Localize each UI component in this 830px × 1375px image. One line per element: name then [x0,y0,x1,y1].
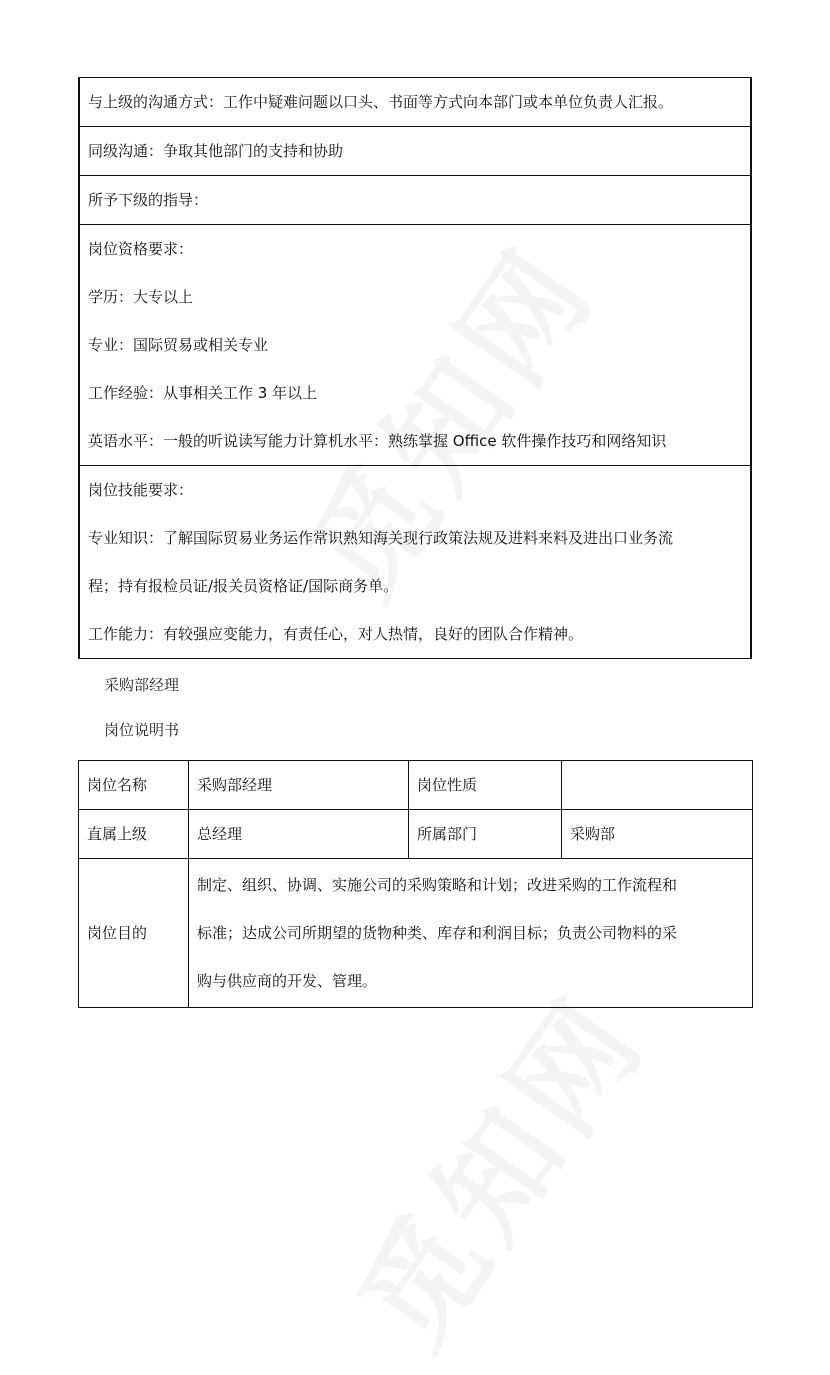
skills-heading: 岗位技能要求： [88,481,194,499]
watermark [313,957,678,1375]
knowledge-line-1: 专业知识：了解国际贸易业务运作常识熟知海关现行政策法规及进料来料及进出口业务流 [88,529,674,547]
job-requirements-table [78,77,752,659]
experience-requirement: 工作经验：从事相关工作 3 年以上 [88,384,318,402]
english-requirement: 英语水平：一般的听说读写能力计算机水平：熟练掌握 Office 软件操作技巧和网络知识 [88,432,667,450]
position-nature-label: 岗位性质 [409,761,562,810]
ability-requirement: 工作能力：有较强应变能力，有责任心，对人热情，良好的团队合作精神。 [88,625,584,643]
communication-superior: 与上级的沟通方式：工作中疑难问题以口头、书面等方式向本部门或本单位负责人汇报。 [79,78,751,127]
skills-cell [79,466,751,659]
superior-label: 直属上级 [79,810,189,859]
major-requirement: 专业：国际贸易或相关专业 [88,336,269,354]
job-description-table [78,760,753,1008]
department-value: 采购部 [562,810,753,859]
purpose-label: 岗位目的 [79,859,189,1008]
position-name-value: 采购部经理 [189,761,409,810]
purpose-line-2: 标准；达成公司所期望的货物种类、库存和利润目标；负责公司物料的采 [197,924,678,942]
superior-value: 总经理 [189,810,409,859]
purpose-line-1: 制定、组织、协调、实施公司的采购策略和计划；改进采购的工作流程和 [197,876,678,894]
position-nature-value [562,761,753,810]
section-title: 采购部经理 [104,676,180,694]
department-label: 所属部门 [409,810,562,859]
guidance-subordinate: 所予下级的指导： [79,176,751,225]
education-requirement: 学历：大专以上 [88,288,194,306]
position-name-label: 岗位名称 [79,761,189,810]
qualification-cell [79,225,751,466]
communication-peer: 同级沟通：争取其他部门的支持和协助 [79,127,751,176]
qualification-heading: 岗位资格要求： [88,240,194,258]
section-subtitle: 岗位说明书 [104,721,180,739]
purpose-line-3: 购与供应商的开发、管理。 [197,972,378,990]
knowledge-line-2: 程；持有报检员证/报关员资格证/国际商务单。 [88,577,399,595]
purpose-value [189,859,753,1008]
